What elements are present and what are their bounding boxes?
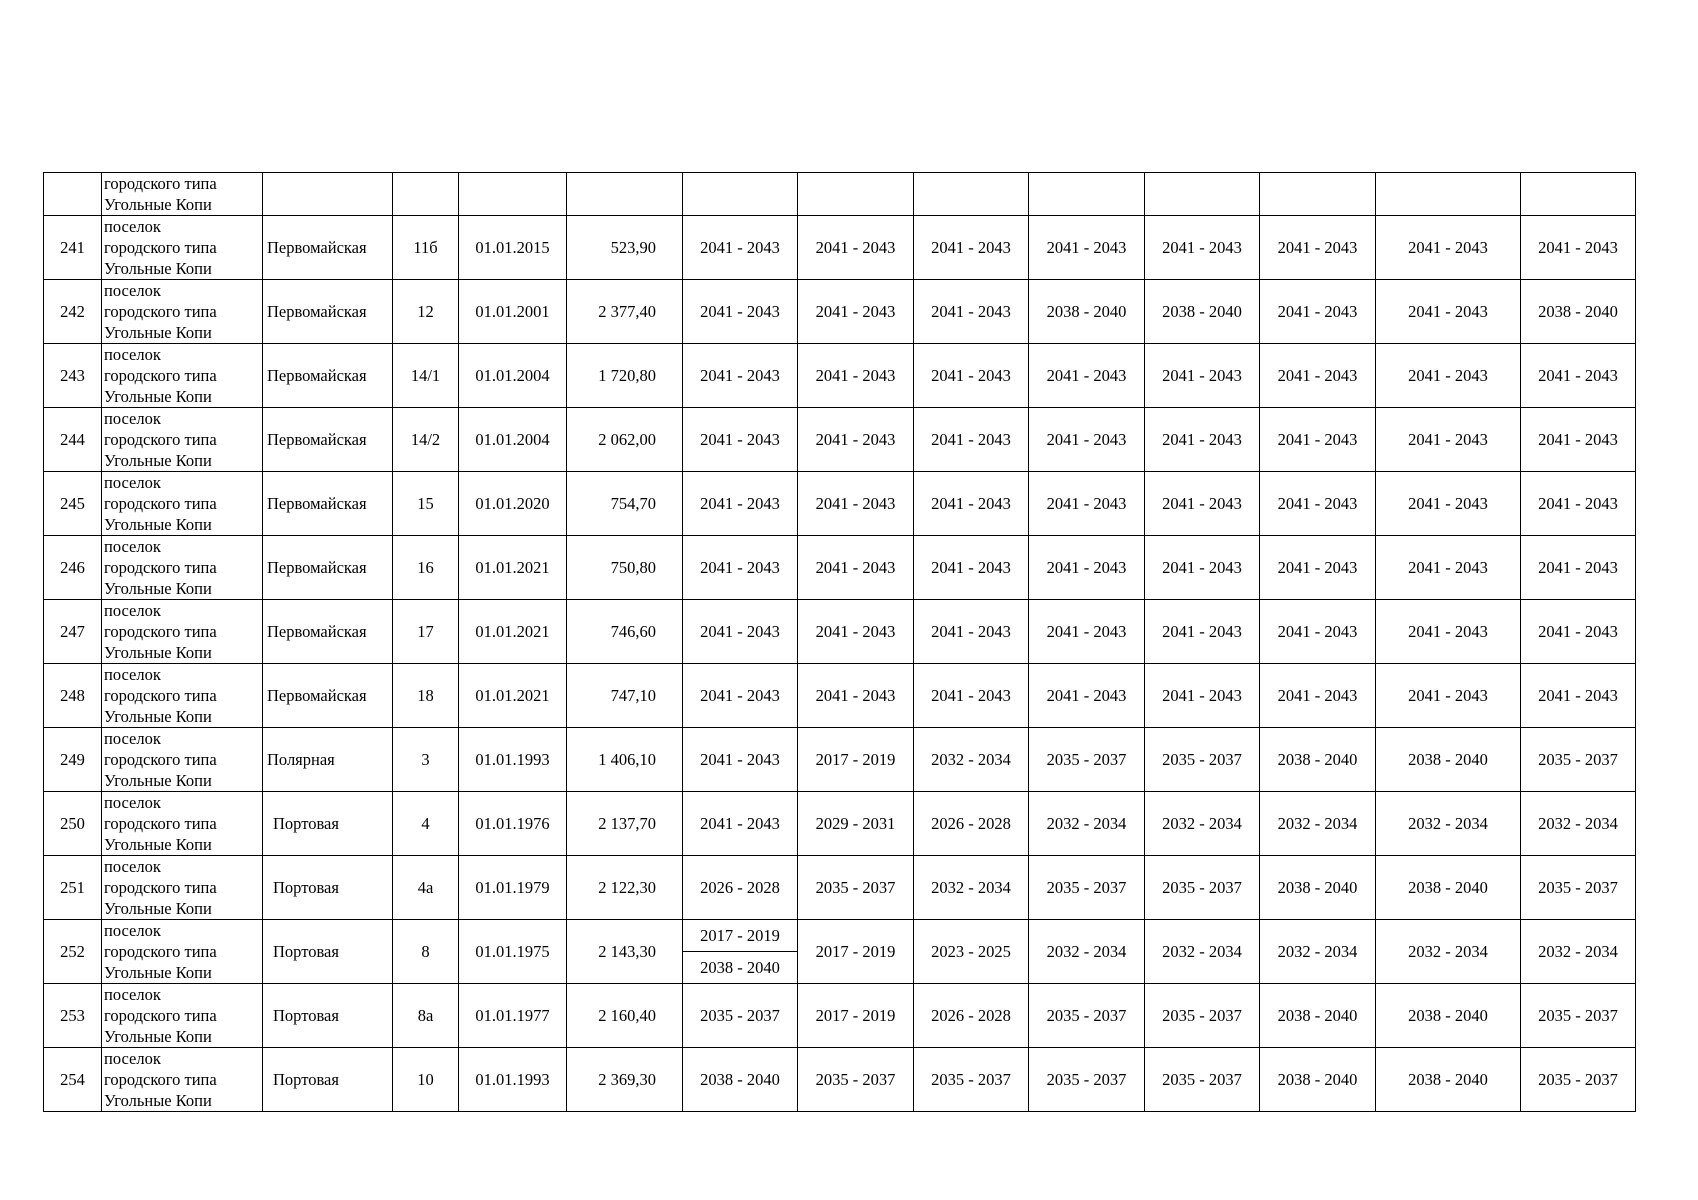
- cell-date: 01.01.2021: [459, 664, 567, 728]
- cell-locality: [102, 216, 263, 280]
- cell-locality: [102, 984, 263, 1048]
- table-body: [44, 173, 1636, 1112]
- locality-line: поселок: [104, 793, 161, 812]
- locality-line: поселок: [104, 665, 161, 684]
- cell-street: Первомайская: [263, 472, 393, 536]
- cell-date: 01.01.2015: [459, 216, 567, 280]
- cell-period: 2041 - 2043: [1376, 536, 1521, 600]
- locality-line: поселок: [104, 985, 161, 1004]
- cell-period: 2032 - 2034: [1260, 920, 1376, 984]
- cell-date: 01.01.2004: [459, 408, 567, 472]
- locality-line: городского типа: [104, 238, 217, 257]
- cell-period: 2041 - 2043: [683, 408, 798, 472]
- cell-period: [1376, 173, 1521, 216]
- locality-line: городского типа: [104, 174, 217, 193]
- cell-period: 2038 - 2040: [1260, 856, 1376, 920]
- cell-period: 2035 - 2037: [1145, 984, 1260, 1048]
- cell-period: 2038 - 2040: [1260, 1048, 1376, 1112]
- cell-period: [1145, 173, 1260, 216]
- cell-period: [798, 173, 914, 216]
- locality-line: поселок: [104, 537, 161, 556]
- cell-period: 2041 - 2043: [1029, 664, 1145, 728]
- cell-period: 2035 - 2037: [798, 1048, 914, 1112]
- cell-period: 2038 - 2040: [1260, 984, 1376, 1048]
- table-row: [44, 536, 1636, 600]
- cell-period: 2041 - 2043: [798, 280, 914, 344]
- cell-date: 01.01.1977: [459, 984, 567, 1048]
- cell-street: Полярная: [263, 728, 393, 792]
- cell-street: Первомайская: [263, 216, 393, 280]
- table-row: [44, 216, 1636, 280]
- cell-period: 2041 - 2043: [683, 536, 798, 600]
- cell-locality: [102, 344, 263, 408]
- cell-period: 2032 - 2034: [1521, 792, 1636, 856]
- cell-num: 247: [44, 600, 102, 664]
- cell-area: 747,10: [567, 664, 683, 728]
- cell-period: 2041 - 2043: [683, 344, 798, 408]
- cell-period: 2041 - 2043: [1376, 600, 1521, 664]
- cell-house: 14/2: [393, 408, 459, 472]
- cell-locality: [102, 664, 263, 728]
- table-row: [44, 856, 1636, 920]
- locality-line: Угольные Копи: [104, 451, 212, 470]
- locality-line: поселок: [104, 345, 161, 364]
- table-row: [44, 920, 1636, 984]
- locality-line: городского типа: [104, 622, 217, 641]
- cell-area: 746,60: [567, 600, 683, 664]
- cell-period: 2041 - 2043: [798, 536, 914, 600]
- cell-period: 2041 - 2043: [1376, 664, 1521, 728]
- cell-period: 2035 - 2037: [1521, 1048, 1636, 1112]
- cell-period: 2041 - 2043: [798, 344, 914, 408]
- cell-period: 2041 - 2043: [683, 792, 798, 856]
- locality-line: городского типа: [104, 1006, 217, 1025]
- locality-line: городского типа: [104, 750, 217, 769]
- cell-period: 2041 - 2043: [914, 664, 1029, 728]
- cell-period: 2041 - 2043: [1260, 600, 1376, 664]
- cell-num: 250: [44, 792, 102, 856]
- cell-period: 2038 - 2040: [1145, 280, 1260, 344]
- cell-street: Портовая: [263, 792, 393, 856]
- cell-num: [44, 173, 102, 216]
- cell-locality: [102, 856, 263, 920]
- cell-period: 2032 - 2034: [1145, 920, 1260, 984]
- cell-period: 2038 - 2040: [1376, 984, 1521, 1048]
- cell-street: Первомайская: [263, 280, 393, 344]
- cell-num: 244: [44, 408, 102, 472]
- locality-line: Угольные Копи: [104, 1091, 212, 1110]
- locality-line: Угольные Копи: [104, 899, 212, 918]
- cell-num: 249: [44, 728, 102, 792]
- cell-period: 2038 - 2040: [1376, 1048, 1521, 1112]
- table-row: [44, 472, 1636, 536]
- cell-period: 2041 - 2043: [1521, 600, 1636, 664]
- split-period: [683, 920, 797, 983]
- cell-period: 2041 - 2043: [1029, 216, 1145, 280]
- locality-line: городского типа: [104, 558, 217, 577]
- cell-num: 251: [44, 856, 102, 920]
- cell-period: 2038 - 2040: [683, 1048, 798, 1112]
- cell-period: 2035 - 2037: [1029, 984, 1145, 1048]
- cell-street: Первомайская: [263, 408, 393, 472]
- cell-period: [1260, 173, 1376, 216]
- cell-period: 2038 - 2040: [1260, 728, 1376, 792]
- cell-period: 2041 - 2043: [1521, 344, 1636, 408]
- cell-period: 2026 - 2028: [914, 792, 1029, 856]
- cell-house: 15: [393, 472, 459, 536]
- cell-num: 252: [44, 920, 102, 984]
- cell-area: 2 160,40: [567, 984, 683, 1048]
- period-part: 2038 - 2040: [700, 958, 780, 977]
- cell-locality: [102, 1048, 263, 1112]
- locality-line: Угольные Копи: [104, 643, 212, 662]
- cell-house: [393, 173, 459, 216]
- cell-period: 2041 - 2043: [1145, 600, 1260, 664]
- cell-period: 2041 - 2043: [1521, 664, 1636, 728]
- cell-house: 8а: [393, 984, 459, 1048]
- locality-line: Угольные Копи: [104, 515, 212, 534]
- cell-period: 2035 - 2037: [1521, 728, 1636, 792]
- cell-date: [459, 173, 567, 216]
- locality-line: Угольные Копи: [104, 195, 212, 214]
- locality-line: городского типа: [104, 942, 217, 961]
- locality-line: городского типа: [104, 686, 217, 705]
- cell-period: 2041 - 2043: [1145, 344, 1260, 408]
- cell-locality: [102, 536, 263, 600]
- cell-period: 2041 - 2043: [914, 344, 1029, 408]
- locality-line: поселок: [104, 921, 161, 940]
- cell-period: 2041 - 2043: [1260, 408, 1376, 472]
- cell-house: 16: [393, 536, 459, 600]
- locality-line: городского типа: [104, 814, 217, 833]
- locality-line: Угольные Копи: [104, 771, 212, 790]
- cell-area: 2 122,30: [567, 856, 683, 920]
- cell-period: 2032 - 2034: [1145, 792, 1260, 856]
- cell-num: 253: [44, 984, 102, 1048]
- cell-period: 2032 - 2034: [1376, 792, 1521, 856]
- cell-period: 2041 - 2043: [798, 216, 914, 280]
- table-row: [44, 408, 1636, 472]
- cell-period: 2026 - 2028: [914, 984, 1029, 1048]
- cell-date: 01.01.1979: [459, 856, 567, 920]
- cell-period: 2041 - 2043: [798, 408, 914, 472]
- cell-area: 2 369,30: [567, 1048, 683, 1112]
- locality-line: городского типа: [104, 430, 217, 449]
- cell-area: 1 720,80: [567, 344, 683, 408]
- cell-house: 12: [393, 280, 459, 344]
- table-row: [44, 600, 1636, 664]
- cell-area: 754,70: [567, 472, 683, 536]
- cell-num: 245: [44, 472, 102, 536]
- cell-period: 2035 - 2037: [914, 1048, 1029, 1112]
- cell-num: 242: [44, 280, 102, 344]
- cell-area: 2 137,70: [567, 792, 683, 856]
- cell-period: 2041 - 2043: [683, 728, 798, 792]
- cell-period: 2032 - 2034: [1029, 920, 1145, 984]
- table-row: [44, 1048, 1636, 1112]
- cell-period: 2032 - 2034: [1260, 792, 1376, 856]
- cell-period: 2032 - 2034: [1521, 920, 1636, 984]
- cell-date: 01.01.1975: [459, 920, 567, 984]
- cell-period: 2041 - 2043: [683, 472, 798, 536]
- cell-street: Первомайская: [263, 344, 393, 408]
- cell-date: 01.01.2020: [459, 472, 567, 536]
- table-row: [44, 792, 1636, 856]
- cell-period: 2032 - 2034: [1376, 920, 1521, 984]
- cell-period: [1029, 173, 1145, 216]
- cell-house: 11б: [393, 216, 459, 280]
- cell-street: [263, 173, 393, 216]
- cell-period: 2041 - 2043: [1029, 408, 1145, 472]
- cell-period: 2041 - 2043: [1376, 472, 1521, 536]
- locality-line: поселок: [104, 1049, 161, 1068]
- cell-period: 2041 - 2043: [1029, 344, 1145, 408]
- cell-period: 2041 - 2043: [1376, 344, 1521, 408]
- cell-period: 2041 - 2043: [1376, 280, 1521, 344]
- cell-period: 2041 - 2043: [1145, 472, 1260, 536]
- period-part: 2017 - 2019: [683, 920, 797, 952]
- cell-period: 2035 - 2037: [798, 856, 914, 920]
- cell-street: Первомайская: [263, 664, 393, 728]
- cell-period: 2038 - 2040: [1376, 728, 1521, 792]
- cell-period: 2041 - 2043: [1029, 472, 1145, 536]
- locality-line: Угольные Копи: [104, 963, 212, 982]
- cell-period: 2035 - 2037: [1029, 728, 1145, 792]
- cell-num: 246: [44, 536, 102, 600]
- cell-date: 01.01.2021: [459, 600, 567, 664]
- cell-period: 2041 - 2043: [914, 216, 1029, 280]
- cell-period: 2041 - 2043: [1029, 600, 1145, 664]
- cell-period: 2035 - 2037: [1029, 1048, 1145, 1112]
- cell-period: 2041 - 2043: [798, 600, 914, 664]
- cell-date: 01.01.1993: [459, 728, 567, 792]
- cell-street: Первомайская: [263, 536, 393, 600]
- table-row: [44, 280, 1636, 344]
- cell-locality: [102, 472, 263, 536]
- cell-date: 01.01.1993: [459, 1048, 567, 1112]
- cell-period: 2032 - 2034: [1029, 792, 1145, 856]
- cell-period: [683, 173, 798, 216]
- cell-period: 2041 - 2043: [1260, 664, 1376, 728]
- locality-line: городского типа: [104, 302, 217, 321]
- cell-period: 2017 - 2019: [798, 920, 914, 984]
- cell-period: 2035 - 2037: [1145, 1048, 1260, 1112]
- table-row-continuation: [44, 173, 1636, 216]
- cell-area: 2 377,40: [567, 280, 683, 344]
- cell-period: 2041 - 2043: [914, 408, 1029, 472]
- cell-locality: [102, 280, 263, 344]
- cell-period: 2035 - 2037: [1521, 856, 1636, 920]
- cell-house: 10: [393, 1048, 459, 1112]
- cell-period: 2041 - 2043: [1376, 216, 1521, 280]
- cell-street: Первомайская: [263, 600, 393, 664]
- cell-date: 01.01.1976: [459, 792, 567, 856]
- cell-period: 2041 - 2043: [1521, 408, 1636, 472]
- cell-period: 2041 - 2043: [1376, 408, 1521, 472]
- cell-period: [1521, 173, 1636, 216]
- table-row: [44, 344, 1636, 408]
- cell-num: 254: [44, 1048, 102, 1112]
- cell-period: 2035 - 2037: [1521, 984, 1636, 1048]
- cell-period: 2035 - 2037: [683, 984, 798, 1048]
- cell-period: 2041 - 2043: [1260, 344, 1376, 408]
- cell-period: 2041 - 2043: [1521, 216, 1636, 280]
- locality-line: городского типа: [104, 878, 217, 897]
- locality-line: поселок: [104, 409, 161, 428]
- cell-period: 2035 - 2037: [1145, 856, 1260, 920]
- cell-period: 2041 - 2043: [683, 600, 798, 664]
- locality-line: Угольные Копи: [104, 1027, 212, 1046]
- locality-line: поселок: [104, 281, 161, 300]
- cell-house: 4: [393, 792, 459, 856]
- cell-area: 1 406,10: [567, 728, 683, 792]
- cell-date: 01.01.2004: [459, 344, 567, 408]
- cell-num: 248: [44, 664, 102, 728]
- cell-period: 2041 - 2043: [1145, 408, 1260, 472]
- cell-period: 2035 - 2037: [1029, 856, 1145, 920]
- cell-period: 2038 - 2040: [1521, 280, 1636, 344]
- cell-period: 2041 - 2043: [1260, 216, 1376, 280]
- locality-line: поселок: [104, 729, 161, 748]
- locality-line: городского типа: [104, 1070, 217, 1089]
- cell-street: Портовая: [263, 984, 393, 1048]
- cell-locality: [102, 600, 263, 664]
- cell-street: Портовая: [263, 856, 393, 920]
- cell-period: 2023 - 2025: [914, 920, 1029, 984]
- locality-line: Угольные Копи: [104, 707, 212, 726]
- cell-area: 2 062,00: [567, 408, 683, 472]
- table-row: [44, 664, 1636, 728]
- cell-period: 2041 - 2043: [914, 280, 1029, 344]
- cell-locality: [102, 728, 263, 792]
- cell-period: 2038 - 2040: [1029, 280, 1145, 344]
- cell-period: 2029 - 2031: [798, 792, 914, 856]
- locality-line: Угольные Копи: [104, 387, 212, 406]
- cell-period: 2041 - 2043: [798, 664, 914, 728]
- cell-area: [567, 173, 683, 216]
- cell-house: 17: [393, 600, 459, 664]
- cell-period: 2041 - 2043: [1260, 280, 1376, 344]
- cell-num: 241: [44, 216, 102, 280]
- cell-period: 2041 - 2043: [798, 472, 914, 536]
- cell-locality: [102, 920, 263, 984]
- table-row: [44, 728, 1636, 792]
- cell-num: 243: [44, 344, 102, 408]
- cell-period: 2026 - 2028: [683, 856, 798, 920]
- cell-area: 523,90: [567, 216, 683, 280]
- locality-line: Угольные Копи: [104, 835, 212, 854]
- cell-period: 2041 - 2043: [914, 536, 1029, 600]
- locality-line: поселок: [104, 217, 161, 236]
- cell-locality: [102, 792, 263, 856]
- cell-house: 18: [393, 664, 459, 728]
- cell-locality: [102, 408, 263, 472]
- cell-period: 2017 - 2019: [798, 984, 914, 1048]
- cell-period: 2041 - 2043: [914, 600, 1029, 664]
- cell-period: 2041 - 2043: [1145, 664, 1260, 728]
- locality-line: Угольные Копи: [104, 579, 212, 598]
- locality-line: Угольные Копи: [104, 259, 212, 278]
- cell-house: 14/1: [393, 344, 459, 408]
- locality-line: городского типа: [104, 366, 217, 385]
- cell-period: 2041 - 2043: [914, 472, 1029, 536]
- locality-line: поселок: [104, 857, 161, 876]
- cell-period: 2032 - 2034: [914, 728, 1029, 792]
- cell-period: 2041 - 2043: [1260, 472, 1376, 536]
- locality-line: поселок: [104, 601, 161, 620]
- cell-period: 2017 - 2019: [798, 728, 914, 792]
- cell-period: 2041 - 2043: [683, 280, 798, 344]
- cell-period: [914, 173, 1029, 216]
- cell-date: 01.01.2021: [459, 536, 567, 600]
- cell-period: 2035 - 2037: [1145, 728, 1260, 792]
- cell-street: Портовая: [263, 1048, 393, 1112]
- cell-period: 2041 - 2043: [1145, 216, 1260, 280]
- cell-period: 2041 - 2043: [1029, 536, 1145, 600]
- cell-period-split: [683, 920, 798, 984]
- cell-period: 2038 - 2040: [1376, 856, 1521, 920]
- cell-street: Портовая: [263, 920, 393, 984]
- cell-period: 2032 - 2034: [914, 856, 1029, 920]
- cell-locality: [102, 173, 263, 216]
- cell-house: 4а: [393, 856, 459, 920]
- cell-period: 2041 - 2043: [683, 664, 798, 728]
- cell-area: 750,80: [567, 536, 683, 600]
- cell-date: 01.01.2001: [459, 280, 567, 344]
- locality-line: поселок: [104, 473, 161, 492]
- housing-repair-schedule-table: [43, 172, 1636, 1112]
- cell-period: 2041 - 2043: [1521, 536, 1636, 600]
- locality-line: городского типа: [104, 494, 217, 513]
- cell-period: 2041 - 2043: [1521, 472, 1636, 536]
- cell-house: 8: [393, 920, 459, 984]
- cell-period: 2041 - 2043: [1145, 536, 1260, 600]
- cell-area: 2 143,30: [567, 920, 683, 984]
- locality-line: Угольные Копи: [104, 323, 212, 342]
- cell-house: 3: [393, 728, 459, 792]
- table-row: [44, 984, 1636, 1048]
- cell-period: 2041 - 2043: [683, 216, 798, 280]
- cell-period: 2041 - 2043: [1260, 536, 1376, 600]
